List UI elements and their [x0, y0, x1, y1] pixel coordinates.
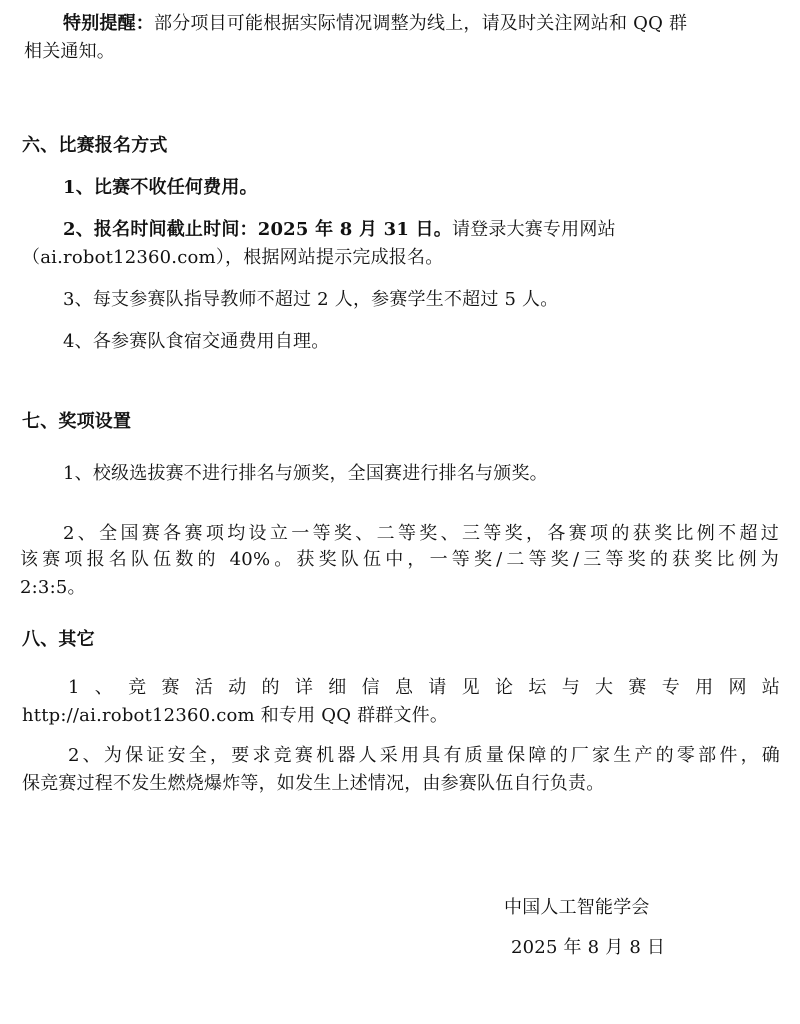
section-6-item-3: 3、每支参赛队指导教师不超过 2 人，参赛学生不超过 5 人。: [63, 289, 559, 310]
signature-date: 2025 年 8 月 8 日: [511, 937, 666, 958]
section-7-item-2-line-2: 该赛项报名队伍数的 40%。获奖队伍中，一等奖/二等奖/三等奖的获奖比例为: [20, 549, 779, 570]
registration-deadline: 2、报名时间截止时间：2025 年 8 月 31 日。: [63, 219, 452, 240]
notice-text: 部分项目可能根据实际情况调整为线上，请及时关注网站和 QQ 群: [154, 13, 688, 34]
notice-line-1: [63, 12, 687, 36]
notice-line-2: 相关通知。: [24, 41, 115, 62]
section-6-heading: 六、比赛报名方式: [22, 135, 168, 156]
section-7-heading: 七、奖项设置: [22, 411, 132, 432]
section-6-item-1: 1、比赛不收任何费用。: [63, 177, 258, 198]
section-7-item-2-line-1: 2、全国赛各赛项均设立一等奖、二等奖、三等奖，各赛项的获奖比例不超过: [63, 523, 779, 544]
section-8-item-1-line-2: http://ai.robot12360.com 和专用 QQ 群群文件。: [22, 705, 449, 726]
section-8-heading: 八、其它: [22, 629, 95, 650]
section-7-item-1: 1、校级选拔赛不进行排名与颁奖，全国赛进行排名与颁奖。: [63, 463, 548, 484]
section-6-item-2-line-2: （ai.robot12360.com），根据网站提示完成报名。: [22, 247, 444, 268]
signature-organization: 中国人工智能学会: [504, 897, 650, 918]
notice-label: 特别提醒：: [63, 13, 154, 34]
registration-instruction: 请登录大赛专用网站: [451, 219, 616, 240]
section-8-item-1-line-1: 1、竞赛活动的详细信息请见论坛与大赛专用网站: [68, 677, 780, 698]
section-8-item-2-line-1: 2、为保证安全，要求竞赛机器人采用具有质量保障的厂家生产的零部件，确: [68, 745, 780, 766]
section-8-item-2-line-2: 保竞赛过程不发生燃烧爆炸等，如发生上述情况，由参赛队伍自行负责。: [22, 773, 605, 794]
section-7-item-2-line-3: 2:3:5。: [20, 577, 86, 598]
section-6-item-2: [63, 218, 616, 242]
section-6-item-4: 4、各参赛队食宿交通费用自理。: [63, 331, 330, 352]
